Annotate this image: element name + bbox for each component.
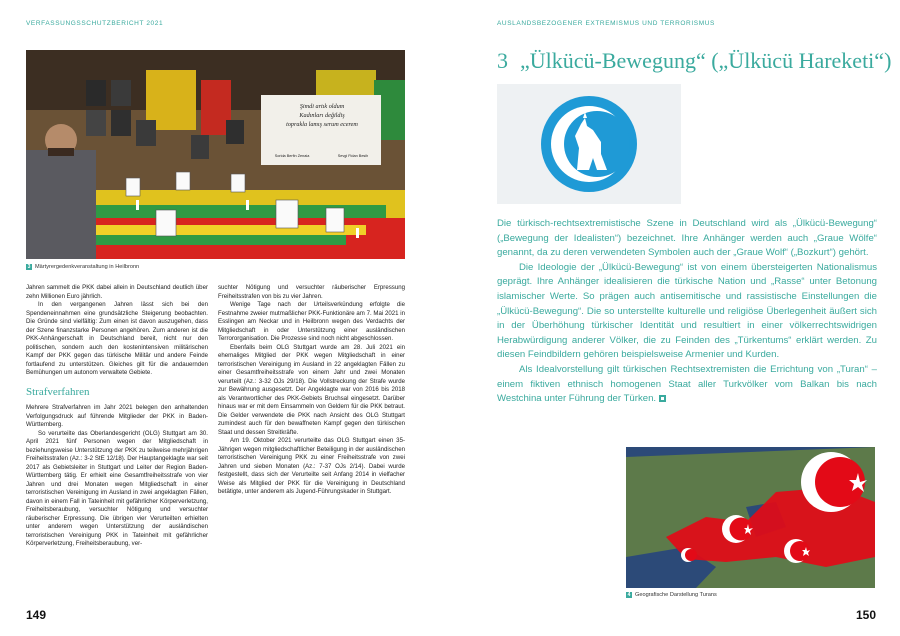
running-header-right: AUSLANDSBEZOGENER EXTREMISMUS UND TERRORISMUS — [497, 20, 715, 27]
paragraph: So verurteilte das Oberlandesgericht (OLG) Stuttgart am 30. April 2021 fünf Personen wegen der Mitgliedschaft in beziehungsweise Unterstützung der PKK zu teilweise mehrjährigen Freiheitsstrafen (Az.: 3-2 StE 12/18). Der Hauptangeklagte war seit 2017 als Gebietsleiter in Stuttgart und Leiter der Region Baden-Württemberg tätig. Er erhielt eine Gesamtfreiheitsstrafe von vier Jahren und drei Monaten wegen Mitgliedschaft in einer terroristischen Vereinigung im Ausland in zwei angeklagten Fällen, davon in einem Fall in Tateinheit mit gefährlicher Körperverletzung, Freiheitsberaubung, versuchter Nötigung und versuchter räuberischer Erpressung. Die übrigen vier Verurteilten erhielten unter anderem wegen Unterstützung der ausländischen terroristischen Vereinigung PKK in Tateinheit mit gefährlicher Körperverletzung, Freiheitsberaubung, ver- — [26, 429, 208, 547]
paragraph: Ebenfalls beim OLG Stuttgart wurde am 28. Juli 2021 ein ehemaliges Mitglied der PKK wegen Mitgliedschaft in einer terroristischen Vereinigung im Ausland in 22 angeklagten Fällen zu einer Gesamtfreiheitsstrafe von einem Jahr und zwei Monaten verurteilt (Az.: 3-32 OJs 29/18). Die Vollstreckung der Strafe wurde zur Bewährung ausgesetzt. Der Angeklagte war von 2016 bis 2018 als Verantwortlicher des PKK-Gebiets Bruchsal eingesetzt. Darüber hinaus war er mit dem Einsammeln von Geldern für die PKK betraut. Die Gelder verwendete die PKK nach Ansicht des OLG Stuttgart zumindest auch für den bewaffneten Kampf gegen den türkischen Staat und dessen Streitkräfte. — [218, 343, 405, 436]
grey-wolf-emblem — [497, 84, 681, 204]
text-column-1 — [26, 284, 208, 549]
portrait-label: Sevgi Fidan Besih — [337, 154, 369, 158]
paragraph: Die türkisch-rechtsextremistische Szene in Deutschland wird als „Ülkücü-Bewegung“ („Bewegung der Idealisten“) bezeichnet. Ihre Anhänger werden auch „Graue Wölfe“ genannt, da zu deren verwendeten Symbolen auch der „Graue Wolf“ („Bozkurt“) gehört. — [497, 218, 877, 259]
text-column-2 — [218, 284, 405, 497]
page-number-right: 150 — [856, 608, 877, 622]
memorial-event-photo — [26, 50, 405, 259]
banner-line: toprakla lamış serum ecerem — [286, 121, 358, 128]
caption-text: Märtyrergedenkveranstaltung in Heilbronn — [35, 264, 140, 270]
caption-badge: 3 — [27, 264, 31, 270]
portrait-label: Sorida Berfin Zenaia — [274, 154, 310, 158]
paragraph: In den vergangenen Jahren lässt sich bei den Spendeneinnahmen eine grundsätzliche Steigerung beobachten. Die Gründe sind vielfältig: Zum einen ist davon auszugehen, dass der Szene finanzstarke Personen angehören. Zum anderen ist die PKK-Anhängerschaft in Deutschland bereit, nicht nur den politischen, sondern auch den kostenintensiven militärischen Kampf der PKK gegen das türkische Militär und andere Feinde fortlaufend zu unterstützen. Gleiches gilt für die andauernden Bemühungen um autonom verwaltete Gebiete. — [26, 301, 208, 376]
paragraph: suchter Nötigung und versuchter räuberischer Erpressung Freiheitsstrafen von bis zu vier Jahren. — [218, 284, 405, 300]
page-number-left: 149 — [26, 608, 47, 622]
chapter-title — [497, 48, 891, 74]
turan-map — [626, 447, 875, 588]
paragraph: Als Idealvorstellung gilt türkischen Rechtsextremisten die Errichtung von „Turan“ – einem fiktiven ethnisch homogenen Staat aller Turkvölker vom Balkan bis nach Westchina unter Führung der Türken. — [497, 363, 877, 405]
photo-caption — [26, 264, 139, 270]
banner-line: Şimdi artık oldum — [299, 103, 345, 110]
map-caption — [626, 592, 717, 598]
paragraph: Mehrere Strafverfahren im Jahr 2021 belegen den anhaltenden Verfolgungsdruck auf führende Mitglieder der PKK in Baden-Württemberg. — [26, 404, 208, 428]
paragraph: Jahren sammelt die PKK dabei allein in Deutschland deutlich über zehn Millionen Euro jährlich. — [26, 284, 208, 300]
wolf-crescent-emblem — [497, 84, 681, 204]
chapter-title-text: „Ülkücü-Bewegung“ („Ülkücü Hareketi“) — [520, 48, 892, 73]
paragraph: Die Ideologie der „Ülkücü-Bewegung“ ist von einem übersteigerten Nationalismus geprägt. Ihre Anhänger idealisieren die türkische Nation und „Rasse“ unter Betonung islamischer Werte. So prägen auch antisemitische und rassistische Einstellungen die „Ülkücü-Bewegung“. Die so unterstellte kulturelle und religiöse Überlegenheit äußert sich in der Überhöhung türkischer Identität und resultiert in einer völkerrechtswidrigen Herabwürdigung anderer Völker, die zu Feinden des „Türkentums“ erklärt werden. Zu diesen Feindbildern gehören beispielsweise Armenier und Kurden. — [497, 261, 877, 361]
chapter-number: 3 — [497, 48, 508, 73]
caption-text: Geografische Darstellung Turans — [635, 592, 717, 598]
lead-text — [497, 217, 877, 407]
banner-line: Kadınları değildiş — [299, 112, 345, 119]
caption-badge: 4 — [627, 592, 631, 598]
running-header-left: VERFASSUNGSSCHUTZBERICHT 2021 — [26, 20, 164, 27]
paragraph: Am 19. Oktober 2021 verurteilte das OLG Stuttgart einen 35-Jährigen wegen mitgliedschaftlicher Beteiligung in der ausländischen terroristischen Vereinigung PKK zu einer Freiheitsstrafe von zwei Jahren und sieben Monaten (Az.: 7-37 OJs 2/14). Dabei wurde festgestellt, dass sich der Verurteilte seit Anfang 2014 in vielfacher Weise als Mitglied der PKK für die Vereinigung in Deutschland betätigte, unter anderem als Jugend-Führungskader in Stuttgart. — [218, 437, 405, 495]
paragraph: Wenige Tage nach der Urteilsverkündung erfolgte die Festnahme zweier mutmaßlicher PKK-Funktionäre am 7. Mai 2021 in Esslingen am Neckar und in Heilbronn wegen des Verdachts der Mitgliedschaft in oder Unterstützung einer ausländischen Terrororganisation. Die Prozesse sind noch nicht abgeschlossen. — [218, 301, 405, 342]
end-of-article-icon — [659, 395, 666, 402]
turan-map-illustration — [626, 447, 875, 588]
section-subheading: Strafverfahren — [26, 385, 90, 398]
paragraph-with-end-mark — [497, 363, 877, 407]
